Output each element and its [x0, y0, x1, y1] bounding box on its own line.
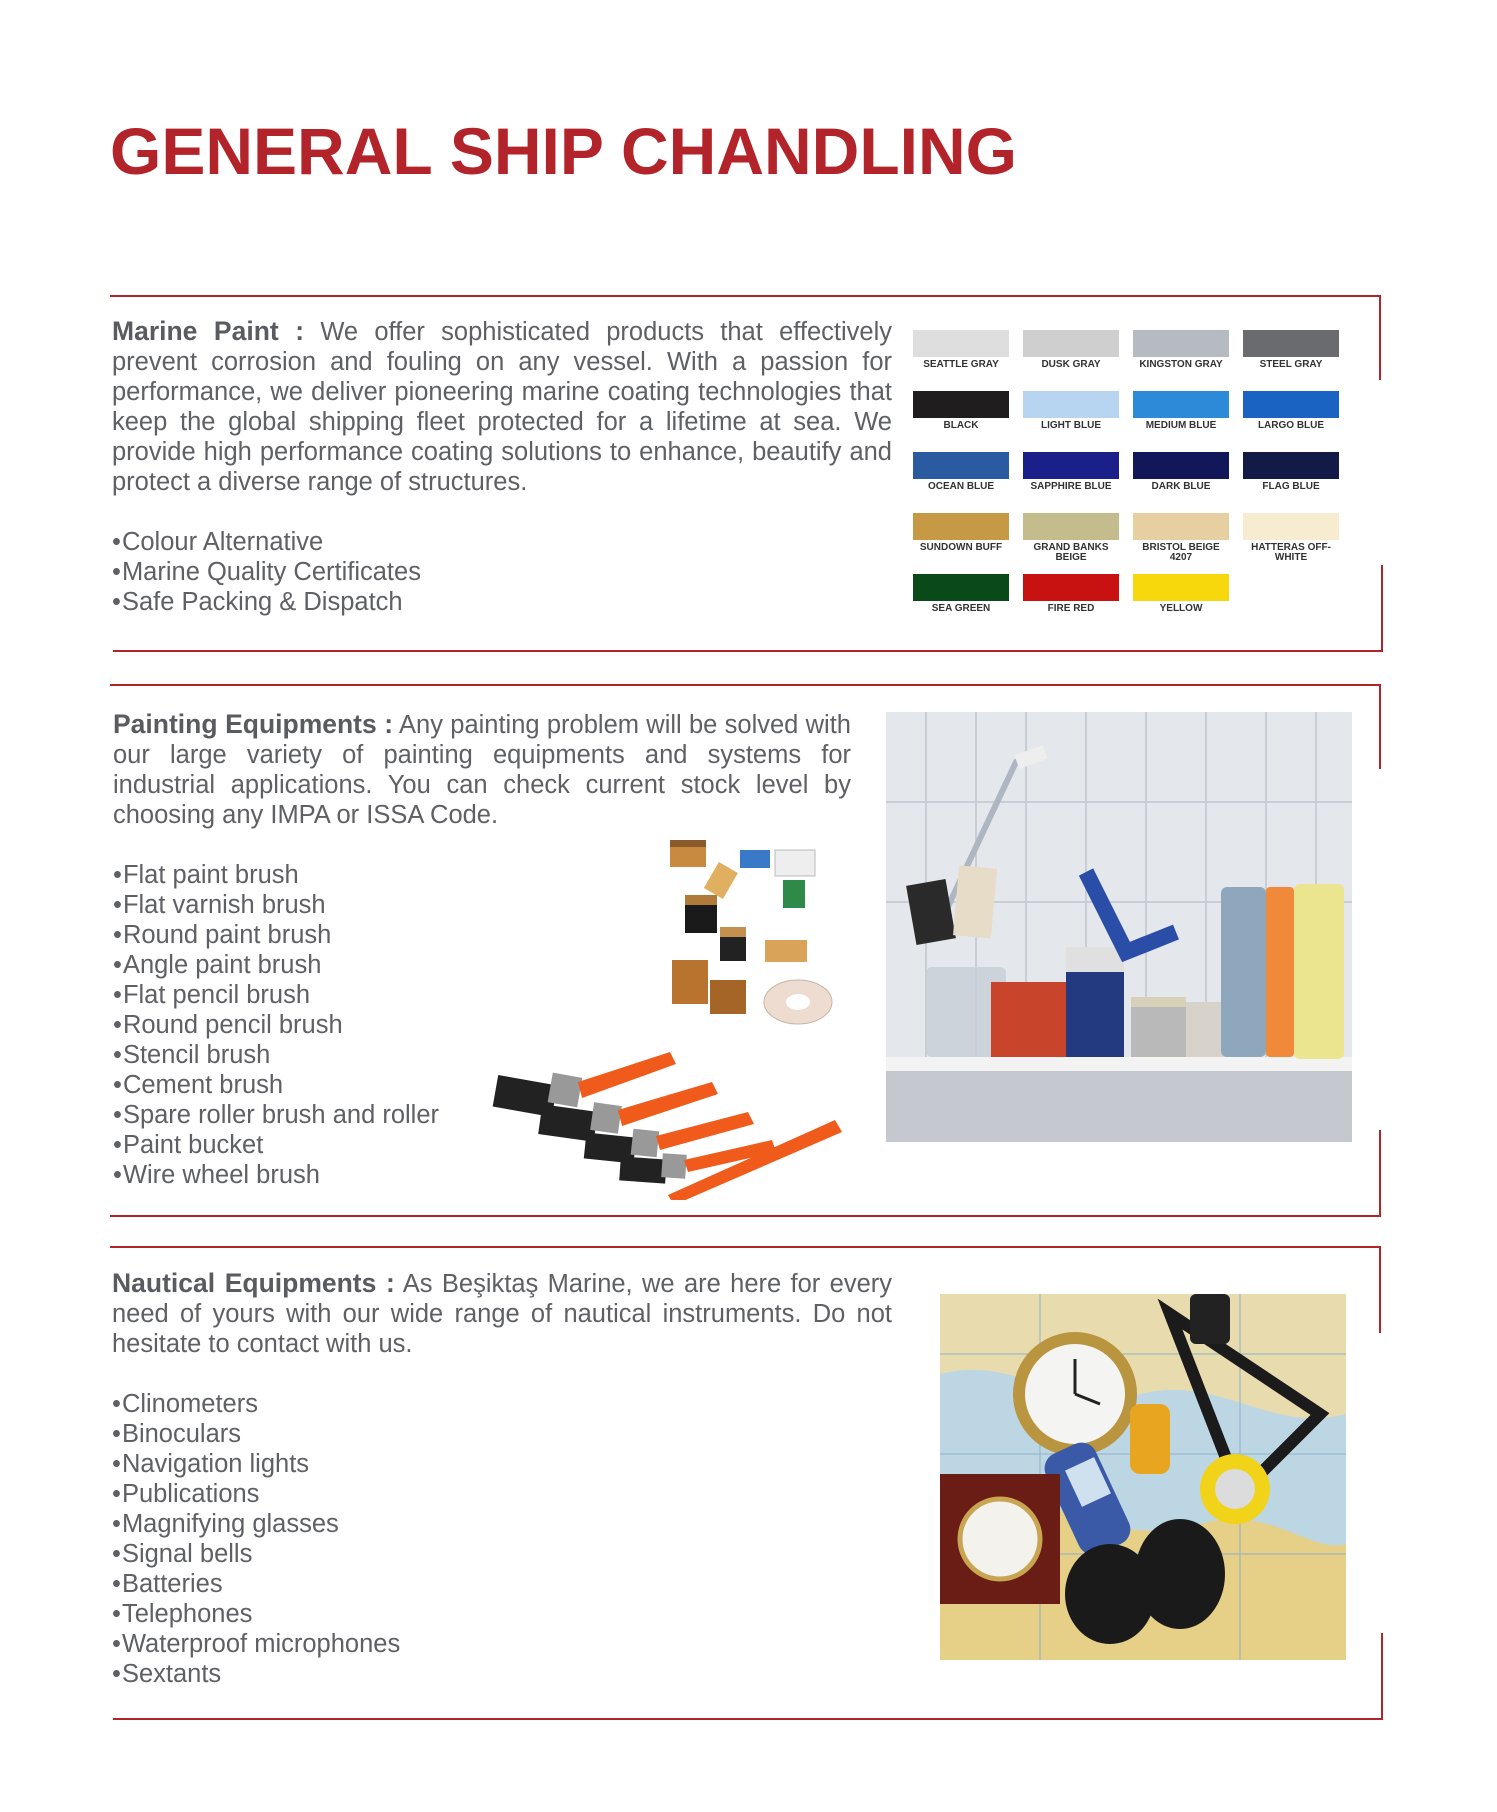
colour-swatch: [1243, 513, 1339, 563]
list-item: • Paint bucket: [113, 1130, 851, 1160]
swatch-label: KINGSTON GRAY: [1139, 359, 1223, 370]
swatch-chip: [1243, 330, 1339, 357]
colour-swatch: [1243, 452, 1339, 492]
swatch-label: DARK BLUE: [1151, 481, 1211, 492]
swatch-label: SAPPHIRE BLUE: [1030, 481, 1112, 492]
list-item: • Signal bells: [112, 1539, 892, 1569]
marine-paint-list: [112, 527, 892, 617]
list-item: • Wire wheel brush: [113, 1160, 851, 1190]
swatch-chip: [1133, 330, 1229, 357]
list-item: • Stencil brush: [113, 1040, 851, 1070]
nautical-text: As Beşiktaş Marine, we are here for every need of yours with our wide range of nautical instruments. Do not hesitate to contact with us.: [112, 1270, 892, 1358]
swatch-label: GRAND BANKS BEIGE: [1033, 542, 1109, 563]
colour-swatch: [913, 513, 1009, 553]
brushes-product-image: [490, 830, 850, 1200]
swatch-chip: [913, 574, 1009, 601]
nautical-section: [112, 1268, 892, 1689]
swatch-chip: [1023, 574, 1119, 601]
section-1-right-rule-upper: [1379, 295, 1381, 380]
swatch-chip: [1023, 452, 1119, 479]
nautical-description: [112, 1268, 892, 1359]
marine-paint-heading: Marine Paint :: [112, 316, 305, 346]
list-item: • Navigation lights: [112, 1449, 892, 1479]
swatch-chip: [1133, 391, 1229, 418]
section-2-bottom-rule: [110, 1215, 1381, 1217]
colour-swatch: [1133, 574, 1229, 614]
section-1-bottom-rule: [113, 650, 1383, 652]
painting-text: Any painting problem will be solved with our large variety of painting equipments and systems for industrial applications. You can check current stock level by choosing any IMPA or ISSA Code.: [113, 711, 851, 829]
swatch-label: OCEAN BLUE: [927, 481, 995, 492]
swatch-label: YELLOW: [1159, 603, 1203, 614]
swatch-chip: [1243, 452, 1339, 479]
marine-paint-description: [112, 316, 892, 497]
list-item: • Waterproof microphones: [112, 1629, 892, 1659]
section-1-top-rule: [110, 295, 1380, 297]
swatch-chip: [913, 513, 1009, 540]
list-item: • Batteries: [112, 1569, 892, 1599]
colour-swatch: [913, 391, 1009, 431]
swatch-label: FLAG BLUE: [1262, 481, 1320, 492]
swatch-chip: [913, 330, 1009, 357]
section-2-right-rule-lower: [1379, 1130, 1381, 1216]
section-3-right-rule-lower: [1381, 1633, 1383, 1719]
colour-swatch: [1023, 330, 1119, 370]
list-item: • Angle paint brush: [113, 950, 851, 980]
colour-swatch: [1133, 452, 1229, 492]
painting-tools-shelf-photo: [886, 712, 1352, 1142]
swatch-chip: [1023, 391, 1119, 418]
swatch-label: BLACK: [943, 420, 979, 431]
colour-swatch: [1023, 574, 1119, 614]
section-1-right-rule-lower: [1381, 565, 1383, 650]
list-item: • Publications: [112, 1479, 892, 1509]
swatch-chip: [1023, 513, 1119, 540]
painting-description: [113, 709, 851, 830]
swatch-chip: [1133, 513, 1229, 540]
colour-swatch: [913, 574, 1009, 614]
list-item: • Safe Packing & Dispatch: [112, 587, 892, 617]
marine-paint-text: We offer sophisticated products that effectively prevent corrosion and fouling on any vessel. With a passion for performance, we deliver pioneering marine coating technologies that keep the global shipping fleet protected for a lifetime at sea. We provide high performance coating solutions to enhance, beautify and protect a diverse range of structures.: [112, 318, 892, 496]
swatch-label: LARGO BLUE: [1257, 420, 1325, 431]
colour-swatch: [913, 452, 1009, 492]
list-item: • Sextants: [112, 1659, 892, 1689]
section-2-right-rule-upper: [1379, 684, 1381, 769]
page-title: GENERAL SHIP CHANDLING: [110, 114, 1017, 188]
list-item: • Binoculars: [112, 1419, 892, 1449]
list-item: • Round pencil brush: [113, 1010, 851, 1040]
section-3-bottom-rule: [113, 1718, 1383, 1720]
list-item: • Clinometers: [112, 1389, 892, 1419]
swatch-chip: [1133, 574, 1229, 601]
nautical-instruments-photo: [940, 1294, 1346, 1660]
colour-swatch: [1133, 513, 1229, 563]
colour-swatch: [1023, 452, 1119, 492]
list-item: • Colour Alternative: [112, 527, 892, 557]
list-item: • Flat pencil brush: [113, 980, 851, 1010]
list-item: • Telephones: [112, 1599, 892, 1629]
list-item: • Spare roller brush and roller: [113, 1100, 851, 1130]
swatch-label: DUSK GRAY: [1041, 359, 1101, 370]
list-item: • Round paint brush: [113, 920, 851, 950]
nautical-list: [112, 1389, 892, 1689]
swatch-label: SEA GREEN: [931, 603, 991, 614]
swatch-label: MEDIUM BLUE: [1145, 420, 1217, 431]
swatch-label: LIGHT BLUE: [1041, 420, 1101, 431]
colour-swatch: [913, 330, 1009, 370]
swatch-label: SEATTLE GRAY: [923, 359, 999, 370]
swatch-chip: [1133, 452, 1229, 479]
swatch-chip: [1243, 391, 1339, 418]
list-item: • Flat varnish brush: [113, 890, 851, 920]
list-item: • Marine Quality Certificates: [112, 557, 892, 587]
section-3-top-rule: [110, 1246, 1381, 1248]
list-item: • Cement brush: [113, 1070, 851, 1100]
section-3-right-rule-upper: [1379, 1246, 1381, 1333]
colour-swatch: [1023, 391, 1119, 431]
swatch-label: HATTERAS OFF-WHITE: [1251, 542, 1331, 563]
swatch-chip: [1243, 513, 1339, 540]
list-item: • Flat paint brush: [113, 860, 851, 890]
section-2-top-rule: [110, 684, 1380, 686]
swatch-label: FIRE RED: [1047, 603, 1095, 614]
nautical-heading: Nautical Equipments :: [112, 1268, 395, 1298]
colour-swatch: [1133, 330, 1229, 370]
colour-swatch: [1023, 513, 1119, 563]
marine-paint-section: [112, 316, 892, 617]
swatch-chip: [913, 391, 1009, 418]
colour-swatch: [1133, 391, 1229, 431]
swatch-chip: [1023, 330, 1119, 357]
colour-swatch: [1243, 391, 1339, 431]
swatch-label: SUNDOWN BUFF: [919, 542, 1003, 553]
swatch-label: STEEL GRAY: [1259, 359, 1323, 370]
list-item: • Magnifying glasses: [112, 1509, 892, 1539]
painting-heading: Painting Equipments :: [113, 709, 394, 739]
swatch-chip: [913, 452, 1009, 479]
swatch-label: BRISTOL BEIGE 4207: [1142, 542, 1220, 563]
colour-swatch: [1243, 330, 1339, 370]
